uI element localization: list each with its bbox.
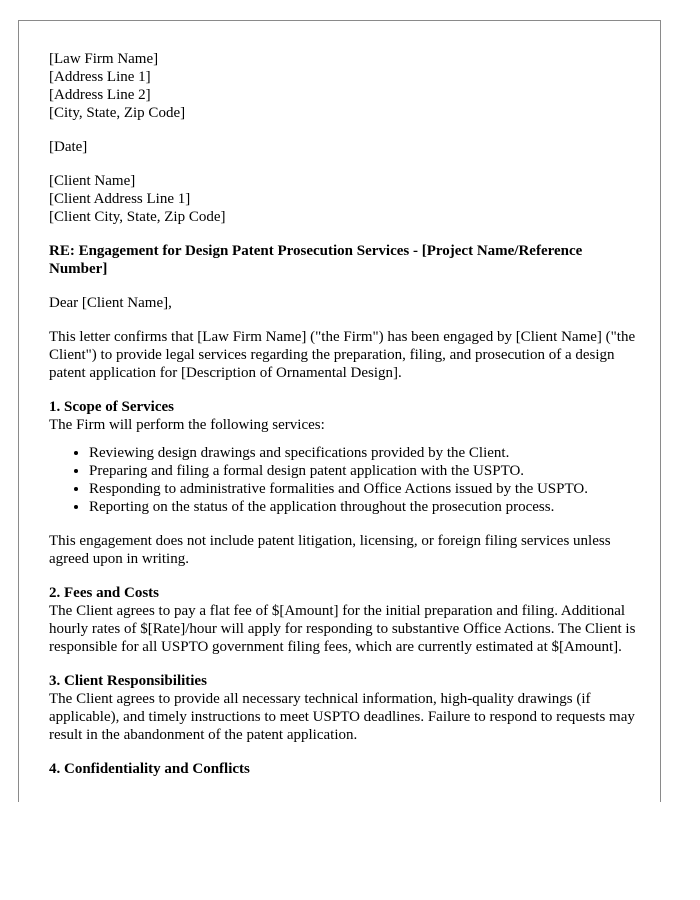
sender-firm-name: [Law Firm Name]	[49, 51, 159, 67]
sender-address-line-2: [Address Line 2]	[49, 87, 151, 103]
section-scope-exclusion: This engagement does not include patent litigation, licensing, or foreign filing services unless agreed upon in writing.	[49, 533, 611, 567]
list-item: • Reviewing design drawings and specifications provided by the Client.	[89, 444, 639, 462]
section-confidentiality-heading: 4. Confidentiality and Conflicts	[49, 761, 250, 777]
sender-address-block	[49, 50, 639, 122]
sender-address-line-1: [Address Line 1]	[49, 69, 151, 85]
section-confidentiality	[49, 760, 639, 778]
letter-date: [Date]	[49, 139, 88, 155]
letter-content	[49, 50, 639, 794]
section-scope-lead: The Firm will perform the following services:	[49, 417, 325, 433]
section-fees-body: The Client agrees to pay a flat fee of $[Amount] for the initial preparation and filing. Additional hourly rates of $[Rate]/hour will apply for responding to substantive Office Actions. The Client is responsible for all USPTO government filing fees, which are currently estimated at $[Amount].	[49, 603, 636, 655]
section-fees	[49, 584, 639, 656]
list-item: • Responding to administrative formalities and Office Actions issued by the USPTO.	[89, 480, 639, 498]
letter-page	[18, 20, 661, 802]
section-responsibilities-heading: 3. Client Responsibilities	[49, 673, 207, 689]
section-responsibilities-body: The Client agrees to provide all necessary technical information, high-quality drawings (if applicable), and timely instructions to meet USPTO deadlines. Failure to respond to requests may result in the abandonment of the patent application.	[49, 691, 635, 743]
section-scope	[49, 398, 639, 568]
recipient-city-state-zip: [Client City, State, Zip Code]	[49, 209, 226, 225]
intro-paragraph: This letter confirms that [Law Firm Name] ("the Firm") has been engaged by [Client Name] ("the Client") to provide legal services regarding the preparation, filing, and prosecution of a design patent application for [Description of Ornamental Design].	[49, 329, 636, 381]
list-item: • Preparing and filing a formal design patent application with the USPTO.	[89, 462, 639, 480]
salutation: Dear [Client Name],	[49, 295, 172, 311]
recipient-address-block	[49, 172, 639, 226]
sender-city-state-zip: [City, State, Zip Code]	[49, 105, 186, 121]
section-responsibilities	[49, 672, 639, 744]
recipient-address-line-1: [Client Address Line 1]	[49, 191, 191, 207]
scope-services-list	[49, 444, 639, 516]
section-fees-heading: 2. Fees and Costs	[49, 585, 160, 601]
list-item: • Reporting on the status of the application throughout the prosecution process.	[89, 498, 639, 516]
recipient-client-name: [Client Name]	[49, 173, 136, 189]
section-scope-heading: 1. Scope of Services	[49, 399, 174, 415]
subject-line: RE: Engagement for Design Patent Prosecution Services - [Project Name/Reference Number]	[49, 243, 583, 277]
